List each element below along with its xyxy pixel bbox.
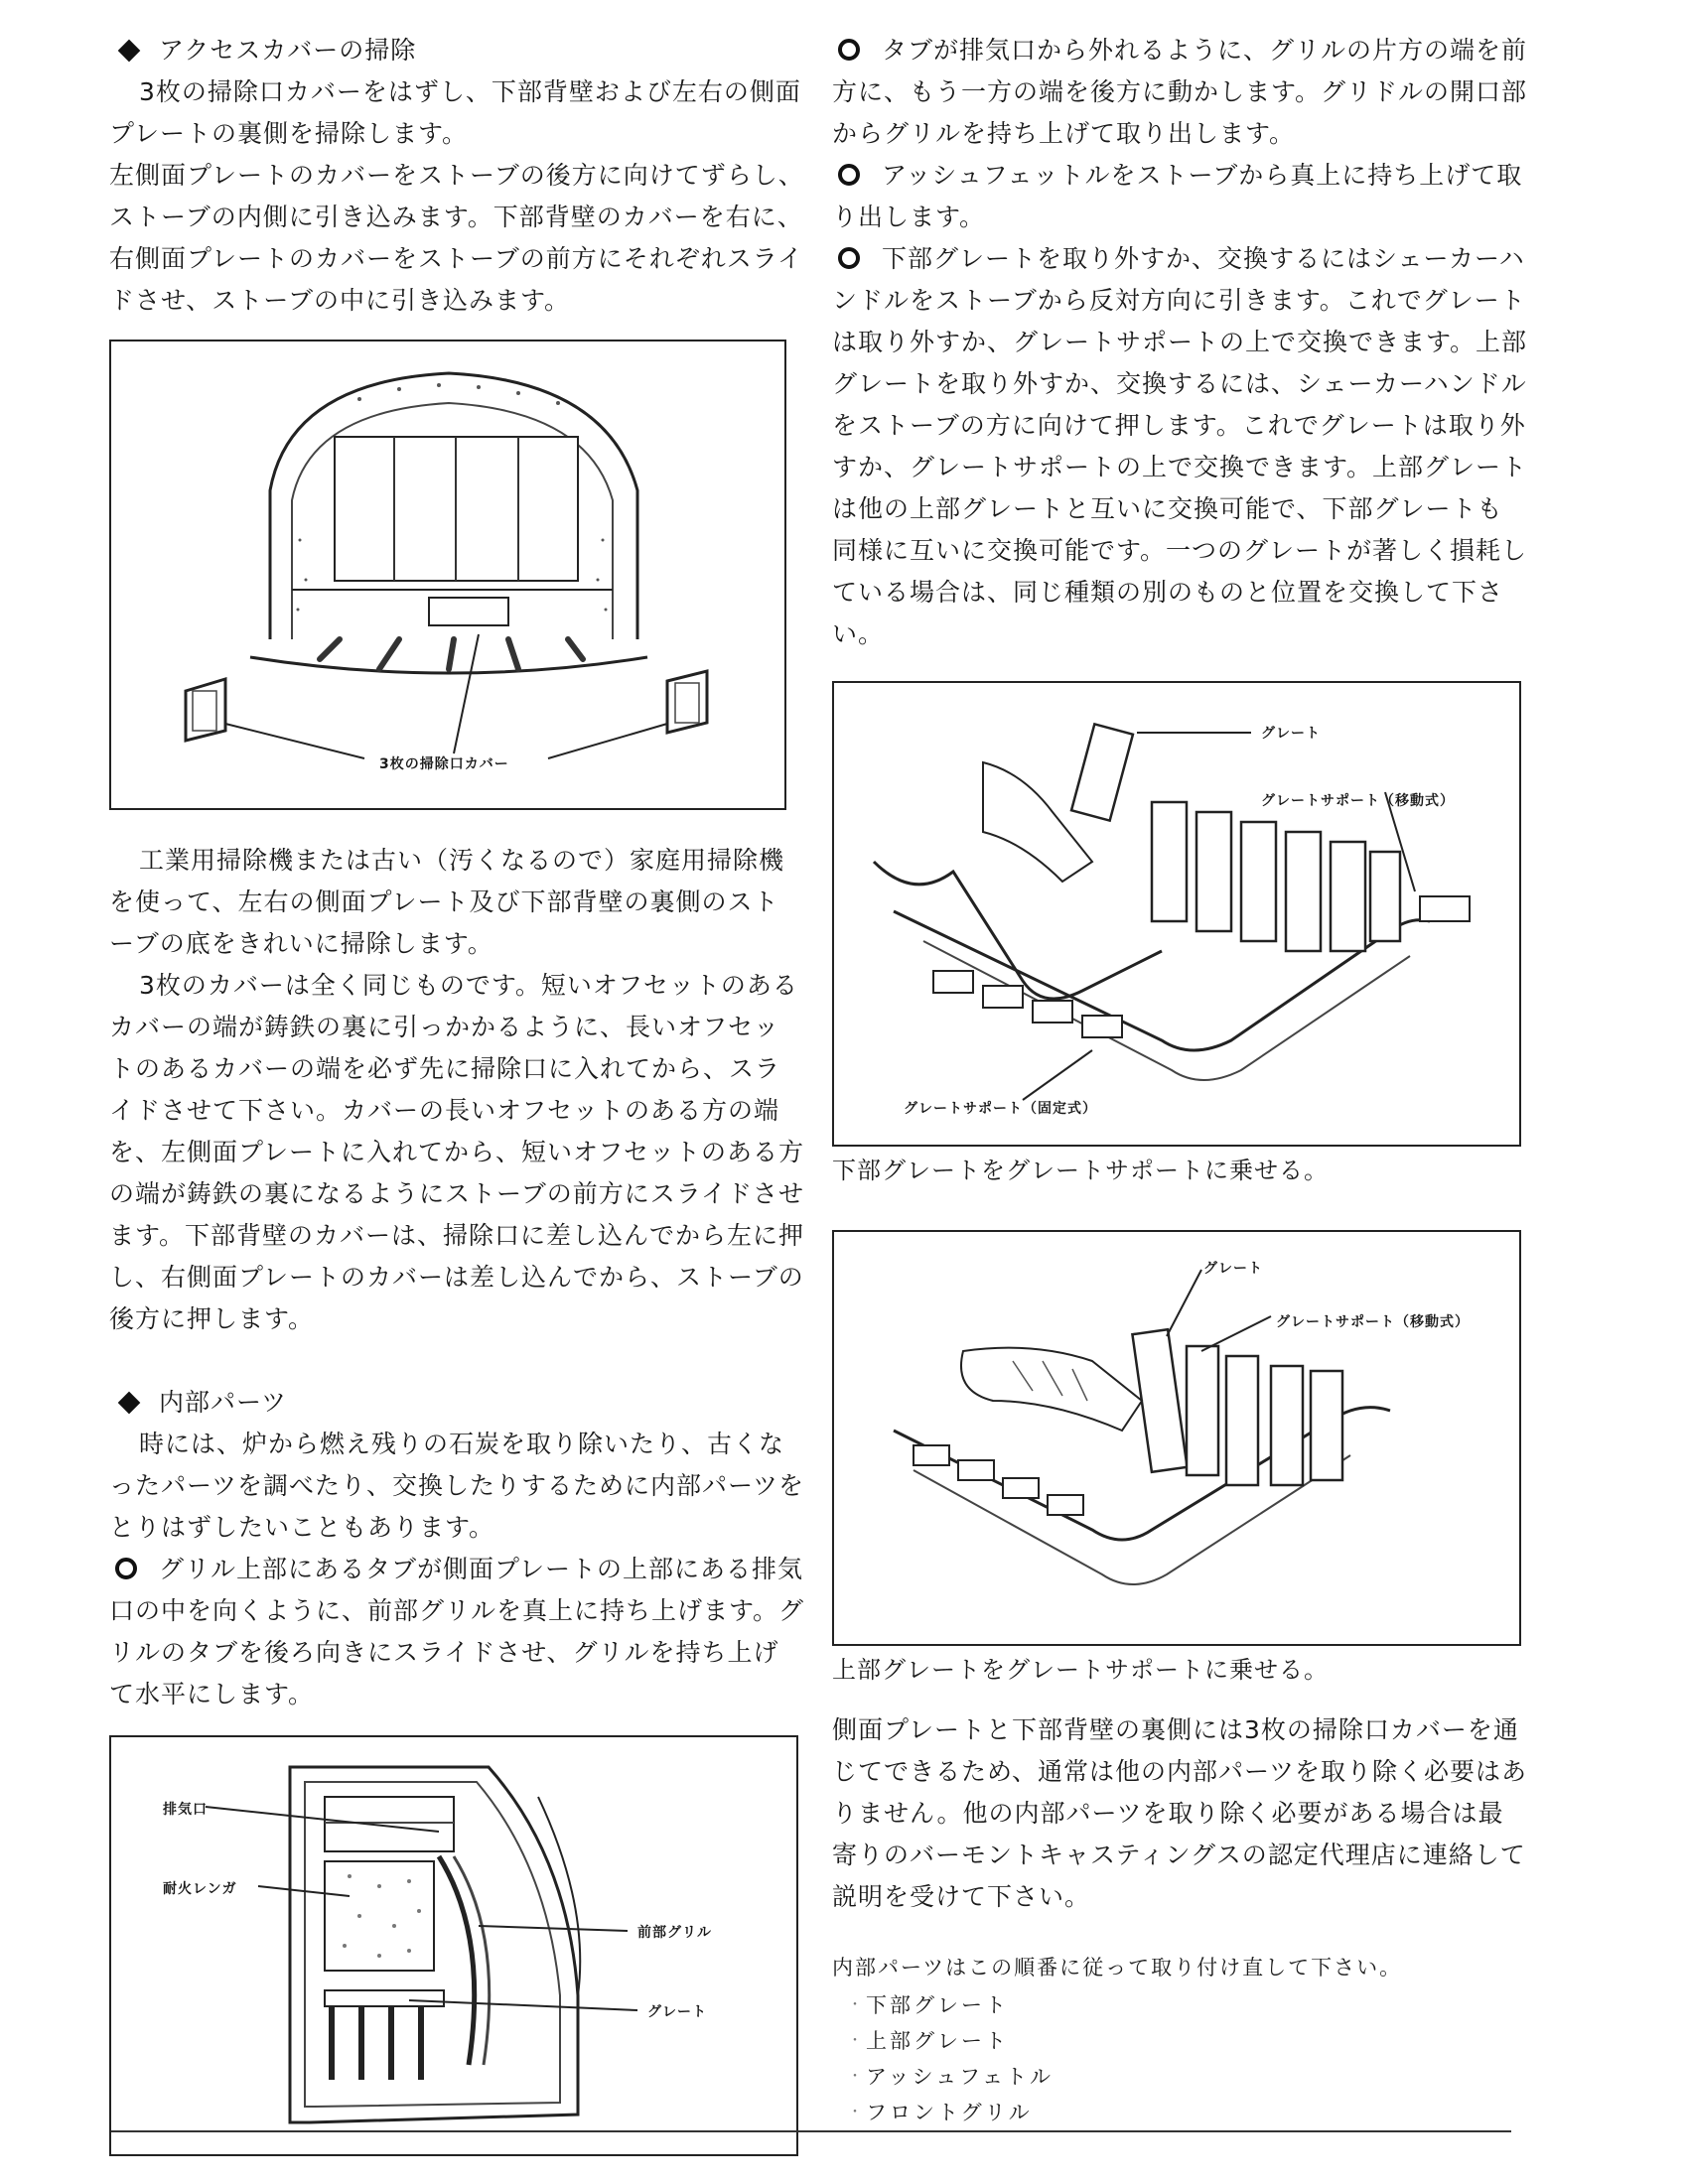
step-4-text: 下部グレートを取り外すか、交換するにはシェーカーハンドルをストーブから反対方向に引きます。これでグレートは取り外すか、グレートサポートの上で交換できます。上部グレートを取り外すか、交換するには、シェーカーハンドルをストーブの方に向けて押します。これでグレートは取り外すか、グレートサポートの上で交換できます。上部グレートは他の上部グレートと互いに交換可能で、下部グレートも同様に互いに交換可能です。一つのグレートが著しく損耗している場合は、同じ種類の別のものと位置を交換して下さい。 xyxy=(832,244,1528,648)
circle-bullet-icon xyxy=(838,247,860,269)
diamond-bullet-icon xyxy=(118,40,141,63)
step-1-text: グリル上部にあるタブが側面プレートの上部にある排気口の中を向くように、前部グリルを真上に持ち上げます。グリルのタブを後ろ向きにスライドさせ、グリルを持ち上げて水平にします。 xyxy=(109,1555,805,1708)
fig4-label-grate: グレート xyxy=(1203,1261,1263,1277)
list-item: ・ フロントグリル xyxy=(832,2095,1527,2130)
left-column xyxy=(109,30,804,2156)
figure-stove-cross-section xyxy=(109,1735,798,2156)
fig2-label-grate: グレート xyxy=(647,2004,707,2020)
diamond-bullet-icon xyxy=(118,1392,141,1415)
cleaning-paragraph-2: 3枚のカバーは全く同じものです。短いオフセットのあるカバーの端が鋳鉄の裏に引っかかるように、長いオフセットのあるカバーの端を必ず先に掃除口に入れてから、スライドさせて下さい。カバーの長いオフセットのある方の端を、左側面プレートに入れてから、短いオフセットのある方の端が鋳鉄の裏になるようにストーブの前方にスライドさせます。下部背壁のカバーは、掃除口に差し込んでから左に押し、右側面プレートのカバーは差し込んでから、ストーブの後方に押します。 xyxy=(109,971,805,1333)
list-item: ・ 上部グレート xyxy=(832,2023,1527,2059)
circle-bullet-icon xyxy=(838,164,860,186)
internal-parts-heading-text: 内部パーツ xyxy=(159,1388,288,1417)
figure-lower-grate xyxy=(832,681,1521,1147)
internal-parts-paragraph: 時には、炉から燃え残りの石炭を取り除いたり、古くなったパーツを調べたり、交換したりするために内部パーツをとりはずしたいこともあります。 xyxy=(109,1430,805,1542)
stove-interior-drawing xyxy=(111,341,784,808)
footer-rule xyxy=(111,2130,1511,2132)
figure-upper-grate-caption: 上部グレートをグレートサポートに乗せる。 xyxy=(832,1656,1329,1684)
step-3-text: アッシュフェットルをストーブから真上に持ち上げて取り出します。 xyxy=(832,161,1523,231)
fig1-label-cleanout-covers: 3枚の掃除口カバー xyxy=(379,756,509,772)
circle-bullet-icon xyxy=(838,39,860,61)
stove-cross-section-drawing xyxy=(111,1737,796,2154)
step-2-paragraph xyxy=(832,30,1527,155)
access-cover-paragraph-1: 3枚の掃除口カバーをはずし、下部背壁および左右の側面プレートの裏側を掃除します。 xyxy=(109,77,801,148)
internal-parts-heading xyxy=(109,1382,804,1424)
fig3-label-grate: グレート xyxy=(1261,726,1321,742)
circle-bullet-icon xyxy=(115,1558,137,1579)
step-1-paragraph xyxy=(109,1549,804,1715)
lower-grate-drawing xyxy=(834,683,1519,1145)
step-2-text: タブが排気口から外れるように、グリルの片方の端を前方に、もう一方の端を後方に動かします。グリドルの開口部からグリルを持ち上げて取り出します。 xyxy=(832,36,1528,148)
access-cover-paragraph-2: 左側面プレートのカバーをストーブの後方に向けてずらし、ストーブの内側に引き込みます。下部背壁のカバーを右に、右側面プレートのカバーをストーブの前方にそれぞれスライドさせ、ストーブの中に引き込みます。 xyxy=(109,161,804,315)
figure-upper-grate xyxy=(832,1230,1521,1646)
upper-grate-drawing xyxy=(834,1232,1519,1644)
reassembly-order-list xyxy=(832,1987,1527,2130)
fig3-label-support-fixed: グレートサポート（固定式） xyxy=(904,1101,1097,1117)
list-item: ・ アッシュフェトル xyxy=(832,2059,1527,2095)
figure-stove-interior xyxy=(109,340,786,810)
figure-lower-grate-caption: 下部グレートをグレートサポートに乗せる。 xyxy=(832,1157,1329,1184)
access-cover-heading xyxy=(109,30,804,71)
reassembly-order-intro: 内部パーツはこの順番に従って取り付け直して下さい。 xyxy=(832,1956,1403,1979)
step-3-paragraph xyxy=(832,155,1527,238)
fig2-label-exhaust: 排気口 xyxy=(163,1802,208,1818)
closing-paragraph: 側面プレートと下部背壁の裏側には3枚の掃除口カバーを通じてできるため、通常は他の内部パーツを取り除く必要はありません。他の内部パーツを取り除く必要がある場合は最寄りのバーモントキャスティングスの認定代理店に連絡して説明を受けて下さい。 xyxy=(832,1715,1528,1911)
fig4-label-support-movable: グレートサポート（移動式） xyxy=(1276,1314,1470,1330)
cleaning-paragraph-1: 工業用掃除機または古い（汚くなるので）家庭用掃除機を使って、左右の側面プレート及び下部背壁の裏側のストーブの底をきれいに掃除します。 xyxy=(109,846,785,958)
list-item: ・ 下部グレート xyxy=(832,1987,1527,2023)
right-column xyxy=(832,30,1527,2130)
fig3-label-support-movable: グレートサポート（移動式） xyxy=(1261,793,1455,809)
access-cover-heading-text: アクセスカバーの掃除 xyxy=(159,36,417,65)
step-4-paragraph xyxy=(832,238,1527,655)
fig2-label-firebrick: 耐火レンガ xyxy=(163,1881,237,1897)
fig2-label-front-grill: 前部グリル xyxy=(637,1925,712,1941)
